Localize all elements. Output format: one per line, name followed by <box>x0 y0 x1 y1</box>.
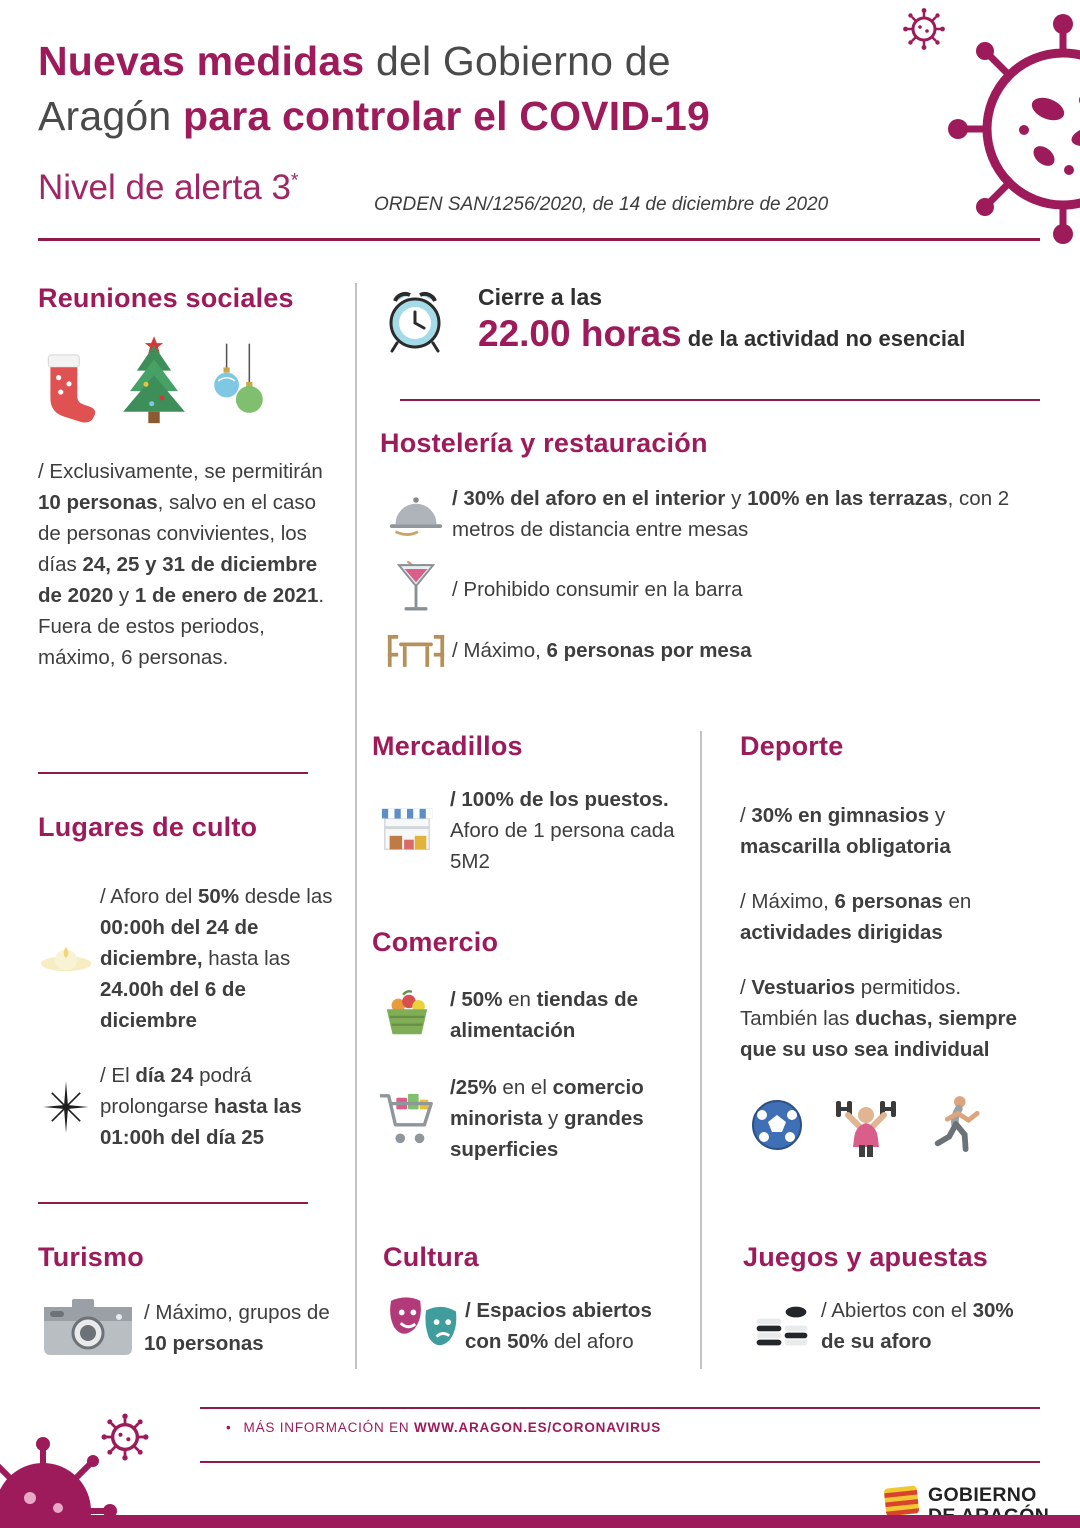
food-basket-icon <box>379 988 435 1042</box>
hosteleria-text-2 <box>452 574 1024 605</box>
theater-masks-icon <box>387 1295 461 1357</box>
text-segment: 6 personas por mesa <box>546 638 752 662</box>
mercadillos-text <box>450 784 682 877</box>
text-segment: duchas, siempre que su uso sea individual <box>740 1007 1017 1061</box>
section-title: Juegos y apuestas <box>743 1242 989 1272</box>
section-hosteleria <box>380 428 1040 671</box>
market-stall-icon <box>378 803 436 859</box>
text-segment: podrá prolongarse <box>100 1064 252 1118</box>
footer-bar <box>0 1515 1080 1528</box>
alert-footnote-mark: * <box>290 170 299 192</box>
section-title: Comercio <box>372 927 499 957</box>
deporte-text-1 <box>740 800 1040 862</box>
text-segment: / Prohibido consumir en la barra <box>452 577 743 601</box>
comercio-item-1 <box>372 984 687 1046</box>
left-divider <box>38 1202 308 1204</box>
deporte-text-2 <box>740 886 1040 948</box>
text-segment: tiendas de alimentación <box>450 988 639 1042</box>
footer-rule-bottom <box>200 1461 1040 1463</box>
text-segment: en el <box>496 1076 553 1099</box>
title-accent: para controlar el COVID-19 <box>183 93 710 139</box>
text-segment: 6 personas <box>834 890 943 913</box>
shopping-cart-icon <box>377 1090 437 1148</box>
mercadillos-item <box>372 784 687 877</box>
cierre-rule <box>400 399 1040 401</box>
text-segment: . Fuera de estos periodos, máximo, 6 personas. <box>38 584 325 669</box>
hosteleria-text-3 <box>452 635 1024 666</box>
text-segment: Aforo de 1 persona cada 5M2 <box>450 819 675 873</box>
footer-info <box>226 1420 661 1435</box>
cierre-scope: de la actividad no esencial <box>681 326 966 351</box>
section-title: Lugares de culto <box>38 812 258 842</box>
poker-chips-icon <box>752 1299 812 1353</box>
culto-text-2 <box>100 1060 338 1153</box>
hosteleria-item-1 <box>380 483 1040 545</box>
cultura-item <box>383 1295 693 1357</box>
cierre-intro: Cierre a las <box>478 284 603 310</box>
section-comercio <box>372 927 687 1165</box>
section-deporte <box>740 731 1040 1157</box>
soccer-ball-icon <box>750 1098 804 1152</box>
section-reuniones-sociales <box>38 283 332 673</box>
alarm-clock-icon <box>383 283 447 357</box>
text-segment: / <box>740 804 752 827</box>
hosteleria-text-1 <box>452 483 1024 545</box>
text-segment: y <box>929 804 946 827</box>
text-segment: 10 personas <box>144 1332 264 1355</box>
text-segment: / Máximo, <box>740 890 835 913</box>
text-segment: / El <box>100 1064 136 1087</box>
text-segment: 24, 25 y 31 de diciembre de 2020 <box>38 553 318 607</box>
footer-info-text: MÁS INFORMACIÓN EN <box>243 1420 414 1435</box>
table-chairs-icon <box>386 629 446 671</box>
page-title <box>38 34 898 144</box>
text-segment: , con 2 metros de distancia entre mesas <box>452 487 1010 541</box>
text-segment: comercio minorista <box>450 1076 644 1130</box>
coronavirus-info-link[interactable]: WWW.ARAGON.ES/CORONAVIRUS <box>414 1420 661 1435</box>
section-turismo <box>38 1242 338 1359</box>
culto-text-1 <box>100 881 338 1036</box>
juegos-text <box>821 1295 1036 1357</box>
weightlifter-icon <box>834 1093 898 1157</box>
text-segment: / Máximo, <box>452 638 547 662</box>
star-icon <box>41 1079 91 1135</box>
text-segment: /25% <box>450 1076 497 1099</box>
comercio-item-2 <box>372 1072 687 1165</box>
ornaments-icon <box>208 342 270 428</box>
text-segment: / Espacios abiertos con 50% <box>465 1299 652 1353</box>
text-segment: Vestuarios <box>751 976 856 999</box>
christmas-stocking-icon <box>38 350 100 428</box>
holiday-icons <box>38 332 332 428</box>
text-segment: 24.00h del 6 de diciembre <box>100 978 246 1032</box>
text-segment: / Abiertos con el <box>821 1299 973 1322</box>
text-segment: / 50% <box>450 988 503 1011</box>
section-title: Reuniones sociales <box>38 283 294 313</box>
text-segment: desde las <box>239 885 333 908</box>
text-segment: hasta las 01:00h del día 25 <box>100 1095 302 1149</box>
juegos-item <box>743 1295 1043 1357</box>
text-segment: / 100% de los puestos. <box>450 788 669 811</box>
section-cultura <box>383 1242 693 1357</box>
section-title: Turismo <box>38 1242 144 1272</box>
column-divider <box>355 283 357 1369</box>
text-segment: / Exclusivamente, se permitirán <box>38 460 323 483</box>
culto-item-1 <box>38 881 338 1036</box>
section-mercadillos <box>372 731 687 877</box>
section-title: Mercadillos <box>372 731 523 761</box>
title-accent: Nuevas medidas <box>38 38 365 84</box>
title-regular: Aragón <box>38 93 184 139</box>
camera-icon <box>42 1297 134 1359</box>
alert-level: Nivel de alerta 3* <box>38 168 299 207</box>
text-segment: / <box>740 976 752 999</box>
section-title: Deporte <box>740 731 844 761</box>
cultura-text <box>465 1295 690 1357</box>
column-divider <box>700 731 702 1369</box>
header-rule <box>38 238 1040 241</box>
text-segment: / Máximo, grupos de <box>144 1301 330 1324</box>
text-segment: en <box>502 988 537 1011</box>
text-segment: del aforo <box>548 1330 634 1353</box>
christmas-tree-icon <box>114 336 194 428</box>
footer-rule-top <box>200 1407 1040 1409</box>
text-segment: 30% en gimnasios <box>751 804 930 827</box>
bullet-icon: • <box>226 1420 232 1435</box>
comercio-text-2 <box>450 1072 687 1165</box>
hosteleria-item-2 <box>380 561 1040 617</box>
virus-outline-icon <box>900 5 948 53</box>
section-juegos <box>743 1242 1043 1357</box>
cocktail-icon <box>395 561 437 617</box>
text-segment: permitidos. También las <box>740 976 962 1030</box>
section-lugares-de-culto <box>38 812 338 1153</box>
culto-item-2 <box>38 1060 338 1153</box>
text-segment: 10 personas <box>38 491 158 514</box>
virus-large-icon <box>948 14 1080 244</box>
text-segment: y <box>113 584 135 607</box>
left-divider <box>38 772 308 774</box>
text-segment: / Aforo del <box>100 885 199 908</box>
text-segment: y <box>725 487 748 510</box>
logo-line-1: GOBIERNO <box>928 1484 1037 1506</box>
cloche-icon <box>388 492 444 536</box>
deporte-text-3 <box>740 972 1040 1065</box>
text-segment: mascarilla obligatoria <box>740 835 951 858</box>
text-segment: 50% <box>198 885 240 908</box>
text-segment: día 24 <box>135 1064 194 1087</box>
cierre-text <box>478 284 1040 355</box>
text-segment: hasta las <box>202 947 291 970</box>
text-segment: / 30% del aforo en el interior <box>452 487 726 510</box>
text-segment: y <box>542 1107 564 1130</box>
title-regular: del Gobierno de <box>364 38 671 84</box>
cierre-time: 22.00 horas <box>478 313 682 354</box>
order-reference: ORDEN SAN/1256/2020, de 14 de diciembre de 2020 <box>374 194 829 215</box>
comercio-text-1 <box>450 984 685 1046</box>
text-segment: 100% en las terrazas <box>747 487 948 510</box>
turismo-text <box>144 1297 334 1359</box>
section-title: Cultura <box>383 1242 479 1272</box>
turismo-item <box>38 1297 338 1359</box>
runner-icon <box>928 1093 982 1157</box>
text-segment: grandes superficies <box>450 1107 644 1161</box>
hosteleria-item-3 <box>380 629 1040 671</box>
candle-glow-icon <box>38 938 94 980</box>
text-segment: 30% de su aforo <box>821 1299 1014 1353</box>
reuniones-text <box>38 456 332 673</box>
text-segment: actividades dirigidas <box>740 921 943 944</box>
text-segment: , salvo en el caso de personas convivientes, los días <box>38 491 317 576</box>
text-segment: 00:00h del 24 de diciembre, <box>100 916 259 970</box>
text-segment: 1 de enero de 2021 <box>134 584 319 607</box>
section-title: Hostelería y restauración <box>380 428 708 458</box>
sport-icons <box>750 1093 1040 1157</box>
text-segment: en <box>942 890 972 913</box>
